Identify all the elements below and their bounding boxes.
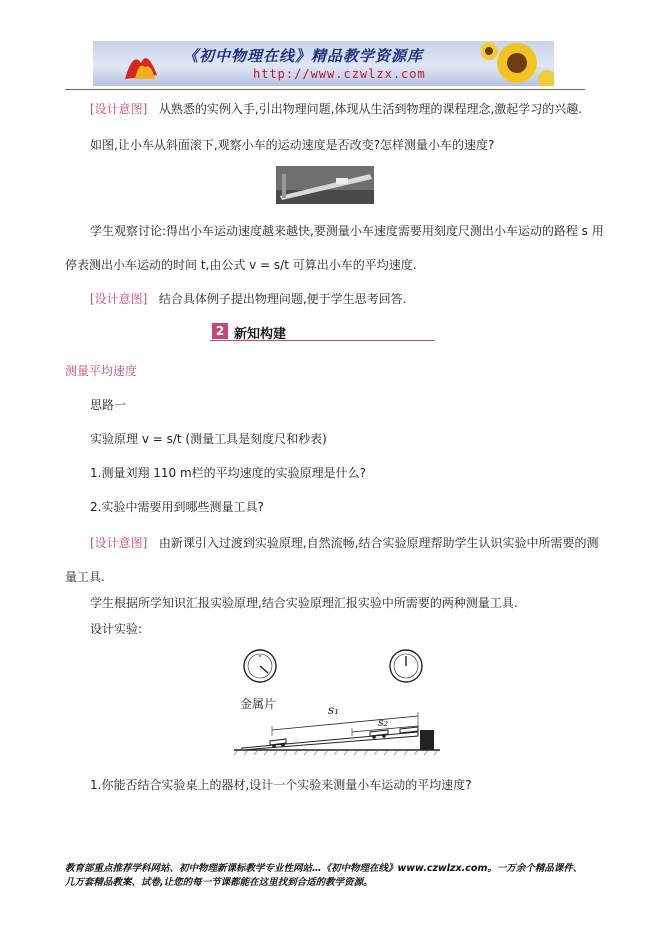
topic-title: 测量平均速度 — [65, 364, 138, 378]
stop-block — [420, 730, 434, 750]
incline-photo — [276, 166, 374, 204]
design-intent-3-cont: 量工具. — [65, 570, 105, 584]
footer-line-1: 教育部重点推荐学科网站、初中物理新课标教学专业性网站…《初中物理在线》www.czwlzx.com。一万余个精品课件、 — [65, 863, 583, 874]
banner-title: 《初中物理在线》精品教学资源库 — [183, 47, 424, 65]
student-report: 学生根据所学知识汇报实验原理,结合实验原理汇报实验中所需要的两种测量工具. — [90, 596, 518, 610]
design-intent-1 — [90, 100, 582, 117]
intent-text: 从熟悉的实例入手,引出物理问题,体现从生活到物理的课程理念,激起学习的兴趣. — [158, 102, 583, 116]
section-title: 新知构建 — [234, 327, 287, 342]
section-number: 2 — [212, 323, 228, 339]
experiment-diagram — [232, 648, 442, 758]
intent-tag: [设计意图] — [90, 536, 148, 550]
section-header — [210, 322, 435, 341]
intent-tag: [设计意图] — [90, 292, 148, 306]
discussion-line-2: 停表测出小车运动的时间 t,由公式 v = s/t 可算出小车的平均速度. — [65, 258, 417, 272]
sunflower-icon — [481, 41, 554, 86]
metal-sheet-label: 金属片 — [240, 697, 277, 711]
intent-text: 结合具体例子提出物理问题,便于学生思考回答. — [158, 292, 407, 306]
idea-label: 思路一 — [90, 398, 127, 412]
intent-text: 由新课引入过渡到实验原理,自然流畅,结合实验原理帮助学生认识实验中所需要的测 — [158, 536, 599, 550]
stopwatch-right-icon — [390, 650, 422, 682]
design-label: 设计实验: — [90, 622, 143, 636]
header-rule — [65, 89, 585, 90]
header-banner — [93, 41, 554, 86]
intent-tag: [设计意图] — [90, 102, 148, 116]
footer — [65, 862, 605, 890]
footer-line-2: 几万套精品教案、试卷,让您的每一节课都能在这里找到合适的教学资源。 — [65, 877, 373, 888]
site-logo-icon — [121, 45, 161, 83]
stopwatch-left-icon — [244, 650, 276, 682]
s1-label: s₁ — [328, 703, 339, 717]
banner-url[interactable]: http://www.czwlzx.com — [253, 67, 426, 81]
design-intent-3 — [90, 534, 598, 551]
question-intro: 如图,让小车从斜面滚下,观察小车的运动速度是否改变?怎样测量小车的速度? — [90, 138, 495, 152]
experiment-principle: 实验原理 v = s/t (测量工具是刻度尺和秒表) — [90, 432, 327, 446]
final-question: 1.你能否结合实验桌上的器材,设计一个实验来测量小车运动的平均速度? — [90, 778, 472, 792]
design-intent-2 — [90, 290, 406, 307]
question-2: 2.实验中需要用到哪些测量工具? — [90, 500, 264, 514]
discussion-line-1: 学生观察讨论:得出小车运动速度越来越快,要测量小车速度需要用刻度尺测出小车运动的路程 s 用 — [90, 224, 604, 238]
question-1: 1.测量刘翔 110 m栏的平均速度的实验原理是什么? — [90, 466, 367, 480]
s2-label: s₂ — [378, 716, 389, 729]
